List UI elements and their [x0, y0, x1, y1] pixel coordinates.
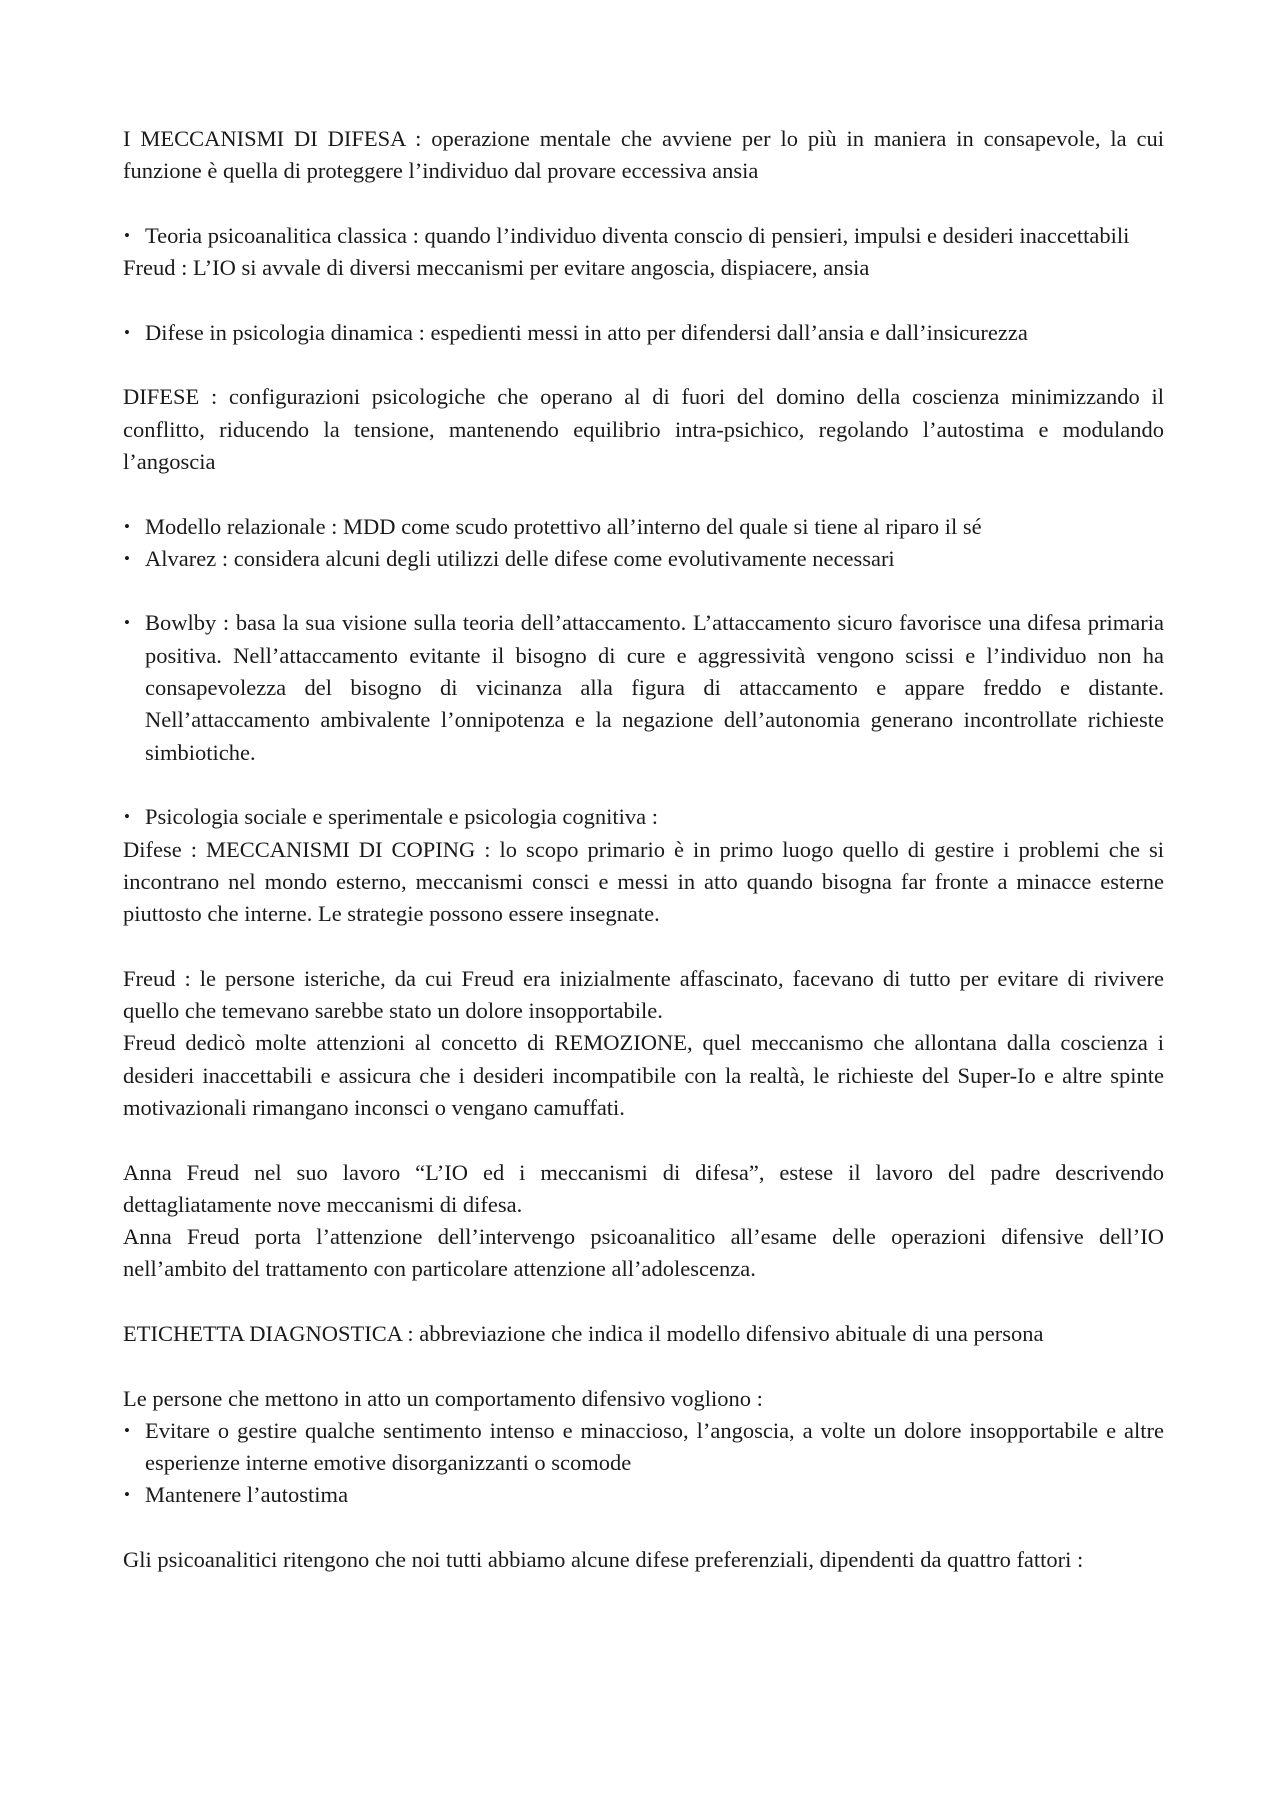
list-item — [123, 607, 1164, 768]
list-item — [123, 1479, 1164, 1511]
bullet-list-persone — [123, 1415, 1164, 1512]
freud-io-paragraph: Freud : L’IO si avvale di diversi meccanismi per evitare angoscia, dispiacere, ansia — [123, 255, 870, 281]
list-item-text: Alvarez : considera alcuni degli utilizzi delle difese come evolutivamente necessari — [145, 545, 895, 571]
bullet-list-models — [123, 511, 1164, 576]
freud-remozione-paragraph: Freud dedicò molte attenzioni al concetto di REMOZIONE, quel meccanismo che allontana dalla coscienza i desideri inaccettabili e assicura che i desideri incompatibile con la realtà, le richieste del Super-Io e altre spinte motivazionali rimangano inconsci o vengano camuffati. — [123, 1030, 1164, 1120]
spacer — [123, 284, 1164, 316]
list-item-text: Modello relazionale : MDD come scudo protettivo all’interno del quale si tiene al riparo il sé — [145, 513, 982, 539]
bullet-icon: • — [124, 613, 130, 633]
coping-paragraph: Difese : MECCANISMI DI COPING : lo scopo primario è in primo luogo quello di gestire i problemi che si incontrano nel mondo esterno, meccanismi consci e messi in atto quando bisogna far fronte a minacce esterne piuttosto che interne. Le strategie possono essere insegnate. — [123, 836, 1164, 927]
persone-intro-paragraph: Le persone che mettono in atto un comportamento difensivo vogliono : — [123, 1385, 763, 1411]
bullet-icon: • — [124, 548, 130, 568]
bullet-icon: • — [124, 225, 130, 245]
list-item — [123, 801, 1164, 833]
bullet-icon: • — [124, 1420, 130, 1440]
list-item — [123, 317, 1164, 349]
list-item — [123, 220, 1164, 252]
etichetta-paragraph: ETICHETTA DIAGNOSTICA : abbreviazione che indica il modello difensivo abituale di una persona — [123, 1320, 1044, 1346]
bullet-list-teoria — [123, 220, 1164, 252]
spacer — [123, 769, 1164, 801]
document-page — [123, 123, 1164, 1576]
anna-freud-paragraph-1: Anna Freud nel suo lavoro “L’IO ed i meccanismi di difesa”, estese il lavoro del padre descrivendo dettagliatamente nove meccanismi di difesa. — [123, 1159, 1164, 1217]
bullet-list-psicologia — [123, 801, 1164, 833]
list-item-text: Bowlby : basa la sua visione sulla teoria dell’attaccamento. L’attaccamento sicuro favorisce una difesa primaria positiva. Nell’attaccamento evitante il bisogno di cure e aggressività vengono scissi e l’individuo non ha consapevolezza del bisogno di vicinanza alla figura di attaccamento e appare freddo e distante. Nell’attaccamento ambivalente l’onnipotenza e la negazione dell’autonomia generano incontrollate richieste simbiotiche. — [145, 610, 1164, 765]
bullet-icon: • — [124, 516, 130, 536]
spacer — [123, 1124, 1164, 1156]
freud-isteriche-paragraph: Freud : le persone isteriche, da cui Freud era inizialmente affascinato, facevano di tutto per evitare di rivivere quello che temevano sarebbe stato un dolore insopportabile. — [123, 965, 1164, 1024]
bullet-icon: • — [124, 1485, 130, 1505]
list-item-text: Mantenere l’autostima — [145, 1482, 349, 1508]
bullet-list-bowlby — [123, 607, 1164, 768]
list-item-text: Evitare o gestire qualche sentimento intenso e minaccioso, l’angoscia, a volte un dolore insopportabile e altre esperienze interne emotive disorganizzanti o scomode — [145, 1417, 1164, 1476]
spacer — [123, 1286, 1164, 1318]
anna-freud-paragraph-2: Anna Freud porta l’attenzione dell’intervengo psicoanalitico all’esame delle operazioni difensive dell’IO nell’ambito del trattamento con particolare attenzione all’adolescenza. — [123, 1224, 1164, 1282]
spacer — [123, 1350, 1164, 1382]
list-item-text: Difese in psicologia dinamica : espedienti messi in atto per difendersi dall’ansia e dall’insicurezza — [145, 319, 1028, 345]
bullet-list-dinamica — [123, 317, 1164, 349]
spacer — [123, 1512, 1164, 1544]
intro-paragraph: I MECCANISMI DI DIFESA : operazione mentale che avviene per lo più in maniera in consapevole, la cui funzione è quella di proteggere l’individuo dal provare eccessiva ansia — [123, 126, 1164, 184]
list-item — [123, 511, 1164, 543]
list-item-text: Psicologia sociale e sperimentale e psicologia cognitiva : — [145, 804, 658, 830]
bullet-icon: • — [124, 322, 130, 342]
difese-definition-paragraph: DIFESE : configurazioni psicologiche che operano al di fuori del domino della coscienza minimizzando il conflitto, riducendo la tensione, mantenendo equilibrio intra-psichico, regolando l’autostima e modulando l’angoscia — [123, 384, 1164, 474]
spacer — [123, 349, 1164, 381]
bullet-icon: • — [124, 807, 130, 827]
spacer — [123, 478, 1164, 510]
list-item-text: Teoria psicoanalitica classica : quando l’individuo diventa conscio di pensieri, impulsi e desideri inaccettabili — [145, 222, 1130, 248]
spacer — [123, 188, 1164, 220]
list-item — [123, 1415, 1164, 1480]
spacer — [123, 575, 1164, 607]
spacer — [123, 930, 1164, 962]
list-item — [123, 543, 1164, 575]
psicoanalitici-paragraph: Gli psicoanalitici ritengono che noi tutti abbiamo alcune difese preferenziali, dipendenti da quattro fattori : — [123, 1547, 1084, 1573]
